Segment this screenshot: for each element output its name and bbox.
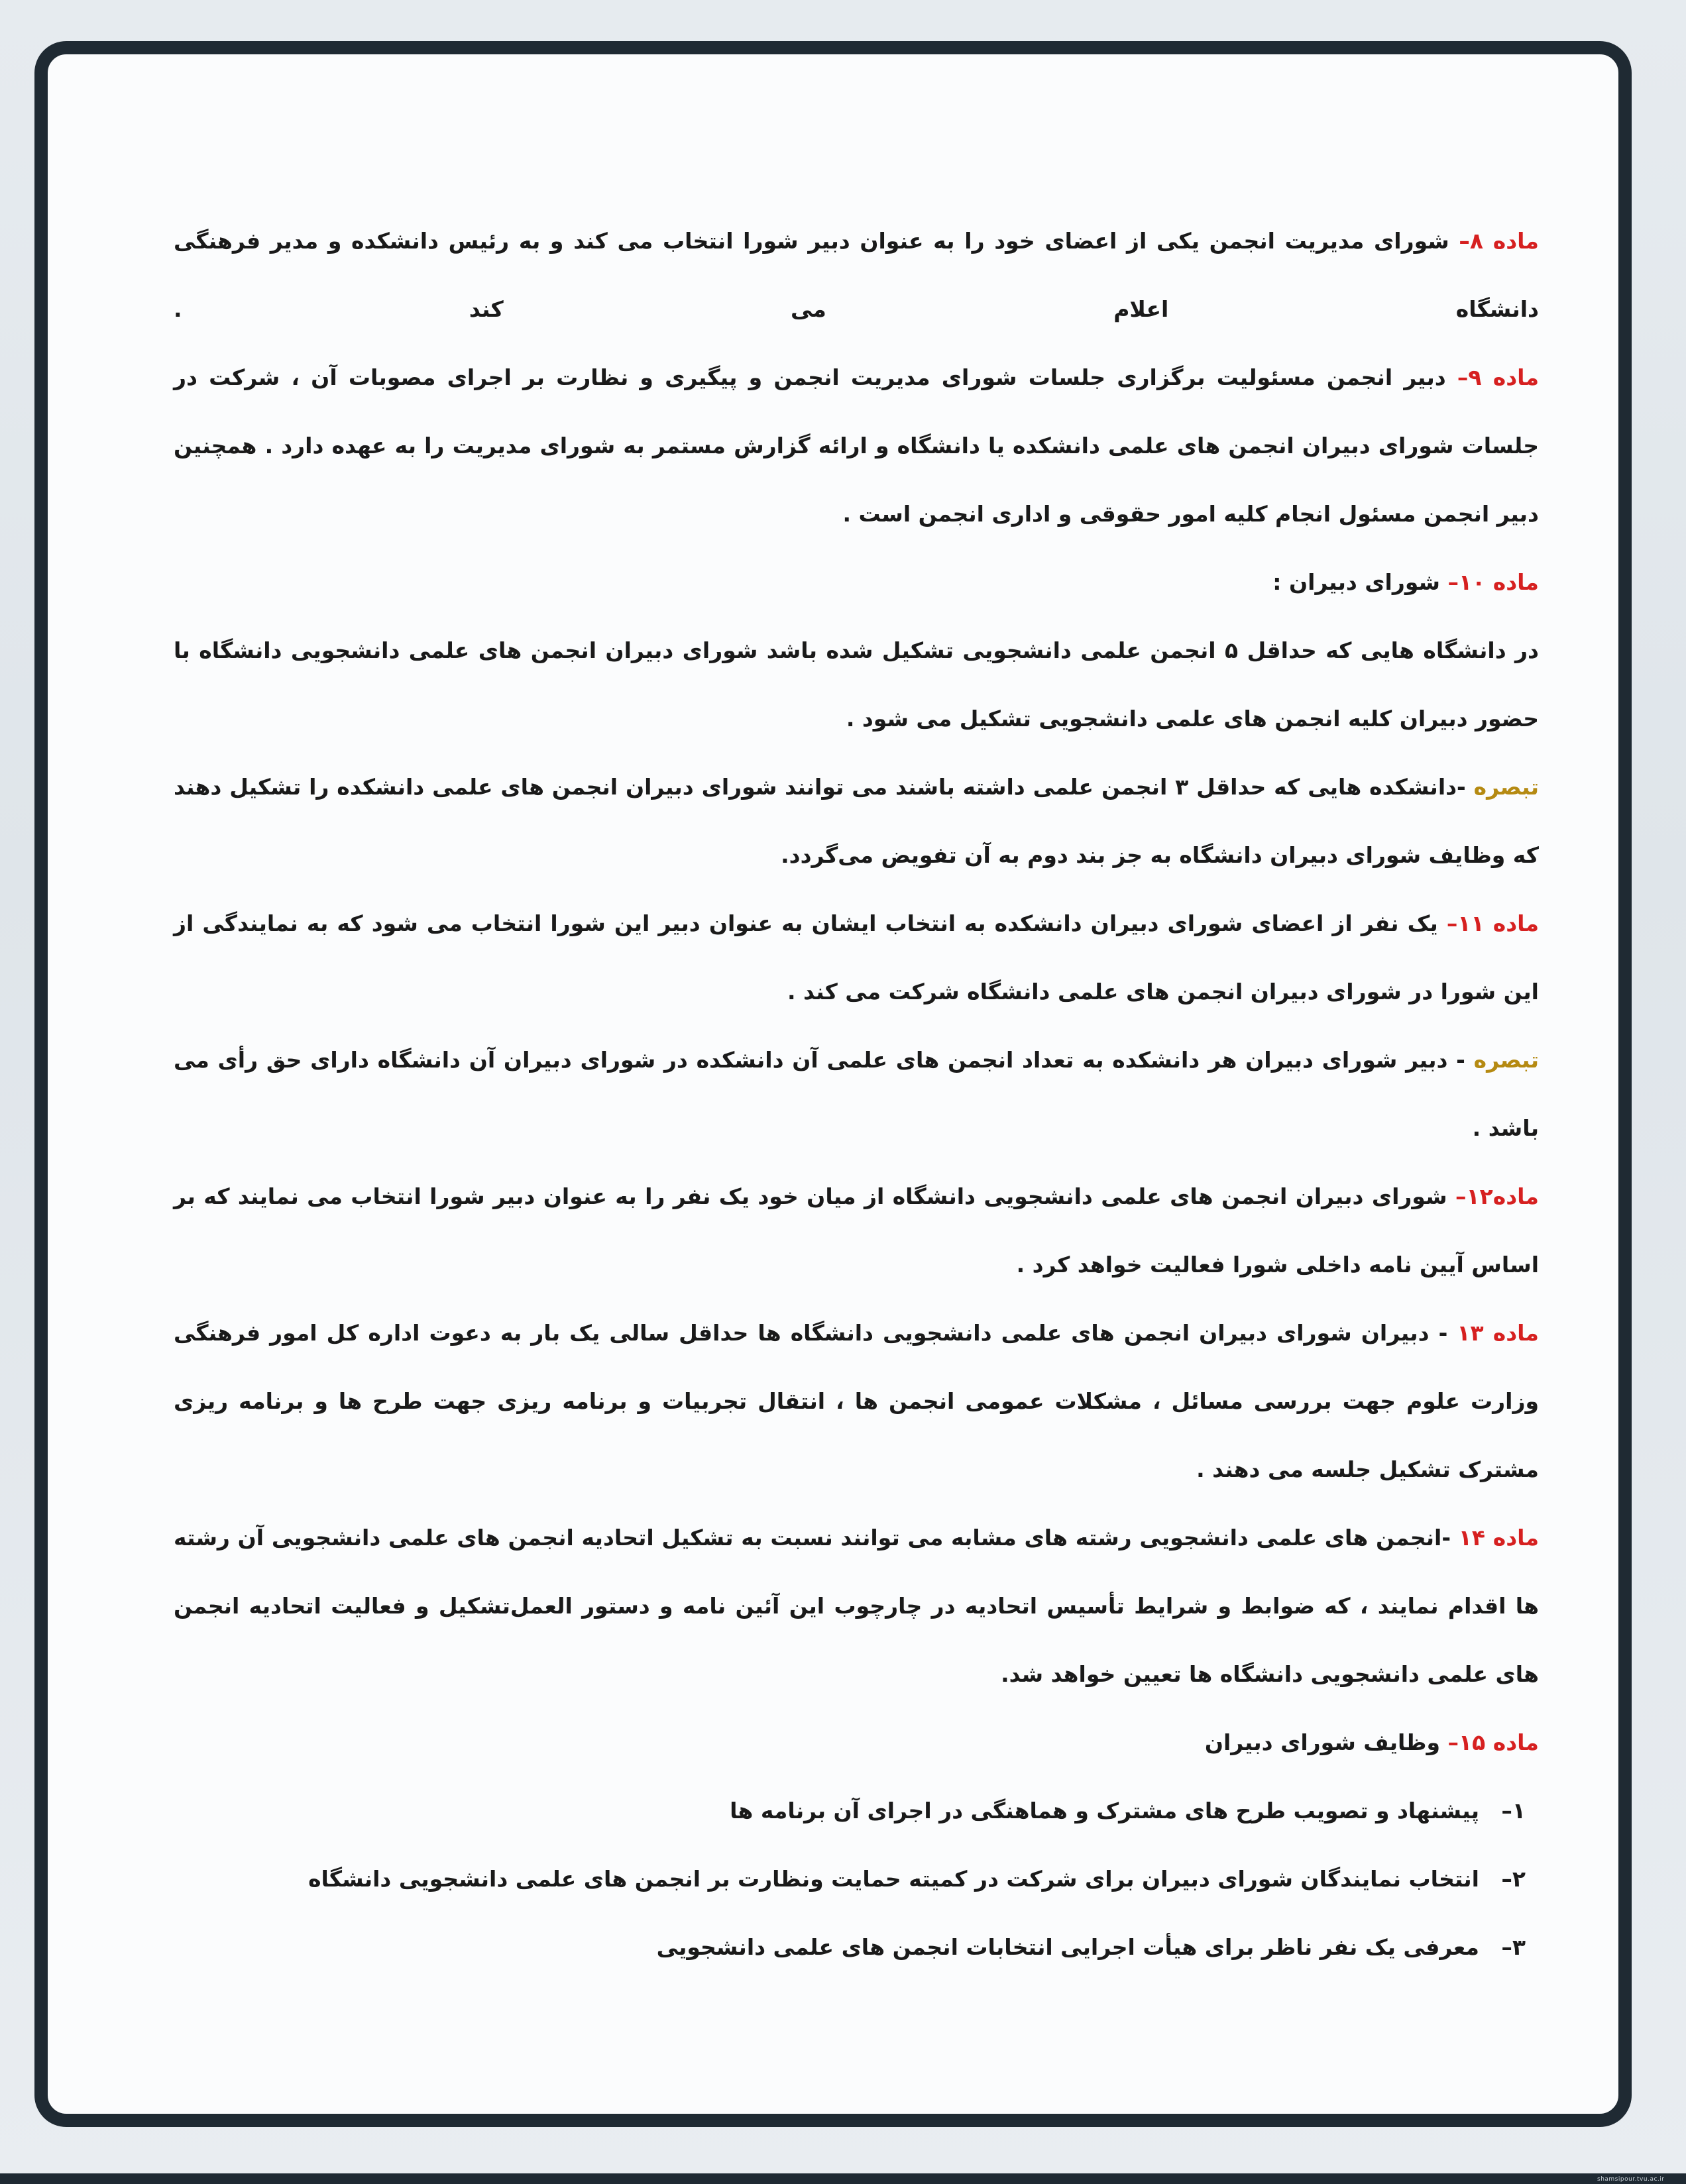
article-label: ماده ۱۵– xyxy=(1447,1729,1539,1755)
article-8 xyxy=(174,207,1539,343)
article-label: ماده ۱۰– xyxy=(1447,569,1539,595)
article-text: -انجمن های علمی دانشجویی رشته های مشابه می توانند نسبت به تشکیل اتحادیه انجمن های علمی دانشجویی آن رشته ها اقدام نمایند ، که ضوابط و شرایط تأسیس اتحادیه در چارچوب این آئین نامه و دستور العمل‌تشکیل و فعالیت اتحادیه انجمن های علمی دانشجویی دانشگاه ها تعیین خواهد شد. xyxy=(174,1525,1539,1687)
list-number: ۳– xyxy=(1501,1934,1526,1960)
article-13 xyxy=(174,1299,1539,1503)
list-text: پیشنهاد و تصویب طرح های مشترک و هماهنگی در اجرای آن برنامه ها xyxy=(730,1798,1479,1824)
article-15 xyxy=(174,1708,1539,1776)
list-text: معرفی یک نفر ناظر برای هیأت اجرایی انتخابات انجمن های علمی دانشجویی xyxy=(656,1934,1479,1960)
article-label: ماده ۱۴ xyxy=(1458,1525,1539,1551)
article-text: وظایف شورای دبیران xyxy=(1204,1729,1448,1755)
list-number: ۲– xyxy=(1501,1866,1526,1892)
article-9 xyxy=(174,343,1539,548)
note-text: -دانشکده هایی که حداقل ۳ انجمن علمی داشته باشند می توانند شورای دبیران انجمن های علمی دانشکده را تشکیل دهند که وظایف شورای دبیران دانشگاه به جز بند دوم به آن تفویض می‌گردد. xyxy=(174,774,1539,868)
list-item xyxy=(174,1845,1539,1913)
article-label: ماده ۱۱– xyxy=(1446,910,1540,936)
article-text: یک نفر از اعضای شورای دبیران دانشکده به انتخاب ایشان به عنوان دبیر این شورا انتخاب می شود که به نمایندگی از این شورا در شورای دبیران انجمن های علمی دانشگاه شرکت می کند . xyxy=(174,910,1539,1005)
article-11 xyxy=(174,889,1539,1026)
site-watermark: shamsipour.tvu.ac.ir xyxy=(1597,2176,1665,2183)
footer-strip xyxy=(0,2173,1686,2184)
duties-list xyxy=(174,1776,1539,1981)
article-12 xyxy=(174,1162,1539,1299)
note-label: تبصره xyxy=(1473,1047,1539,1073)
note-label: تبصره xyxy=(1473,774,1539,800)
note-1 xyxy=(174,753,1539,889)
article-label: ماده ۱۳ xyxy=(1457,1320,1539,1346)
article-10 xyxy=(174,548,1539,616)
article-text: شورای دبیران : xyxy=(1272,569,1448,595)
article-label: ماده۱۲– xyxy=(1455,1183,1539,1209)
article-text: دبیر انجمن مسئولیت برگزاری جلسات شورای مدیریت انجمن و پیگیری و نظارت بر اجرای مصوبات آن ، شرکت در جلسات شورای دبیران انجمن های علمی دانشکده یا دانشگاه و ارائه گزارش مستمر به شورای مدیریت را به عهده دارد . همچنین دبیر انجمن مسئول انجام کلیه امور حقوقی و اداری انجمن است . xyxy=(174,364,1539,527)
article-text: شورای دبیران انجمن های علمی دانشجویی دانشگاه از میان خود یک نفر را به عنوان دبیر شورا انتخاب می نمایند که بر اساس آیین نامه داخلی شورا فعالیت خواهد کرد . xyxy=(174,1183,1539,1278)
list-item xyxy=(174,1913,1539,1981)
article-text: در دانشگاه هایی که حداقل ۵ انجمن علمی دانشجویی تشکیل شده باشد شورای دبیران انجمن های علمی دانشجویی دانشگاه با حضور دبیران کلیه انجمن های علمی دانشجویی تشکیل می شود . xyxy=(174,637,1539,732)
article-text: - دبیران شورای دبیران انجمن های علمی دانشجویی دانشگاه ها حداقل سالی یک بار به دعوت اداره کل امور فرهنگی وزارت علوم جهت بررسی مسائل ، مشکلات عمومی انجمن ها ، انتقال تجربیات و برنامه ریزی جهت طرح ها و برنامه ریزی مشترک تشکیل جلسه می دهند . xyxy=(174,1320,1539,1482)
page-frame xyxy=(34,41,1632,2127)
article-label: ماده ۹– xyxy=(1457,364,1540,390)
article-14 xyxy=(174,1503,1539,1708)
list-number: ۱– xyxy=(1501,1798,1526,1824)
list-text: انتخاب نمایندگان شورای دبیران برای شرکت در کمیته حمایت ونظارت بر انجمن های علمی دانشجویی دانشگاه xyxy=(308,1866,1479,1892)
note-2 xyxy=(174,1026,1539,1162)
list-item xyxy=(174,1776,1539,1845)
article-label: ماده ۸– xyxy=(1459,228,1539,254)
article-text: شورای مدیریت انجمن یکی از اعضای خود را به عنوان دبیر شورا انتخاب می کند و به رئیس دانشکده و مدیر فرهنگی دانشگاه اعلام می کند . xyxy=(174,228,1539,322)
article-10-body xyxy=(174,616,1539,753)
note-text: - دبیر شورای دبیران هر دانشکده به تعداد انجمن های علمی آن دانشکده در شورای دبیران آن دانشگاه دارای حق رأی می باشد . xyxy=(174,1047,1539,1141)
document-body xyxy=(174,207,1539,1981)
